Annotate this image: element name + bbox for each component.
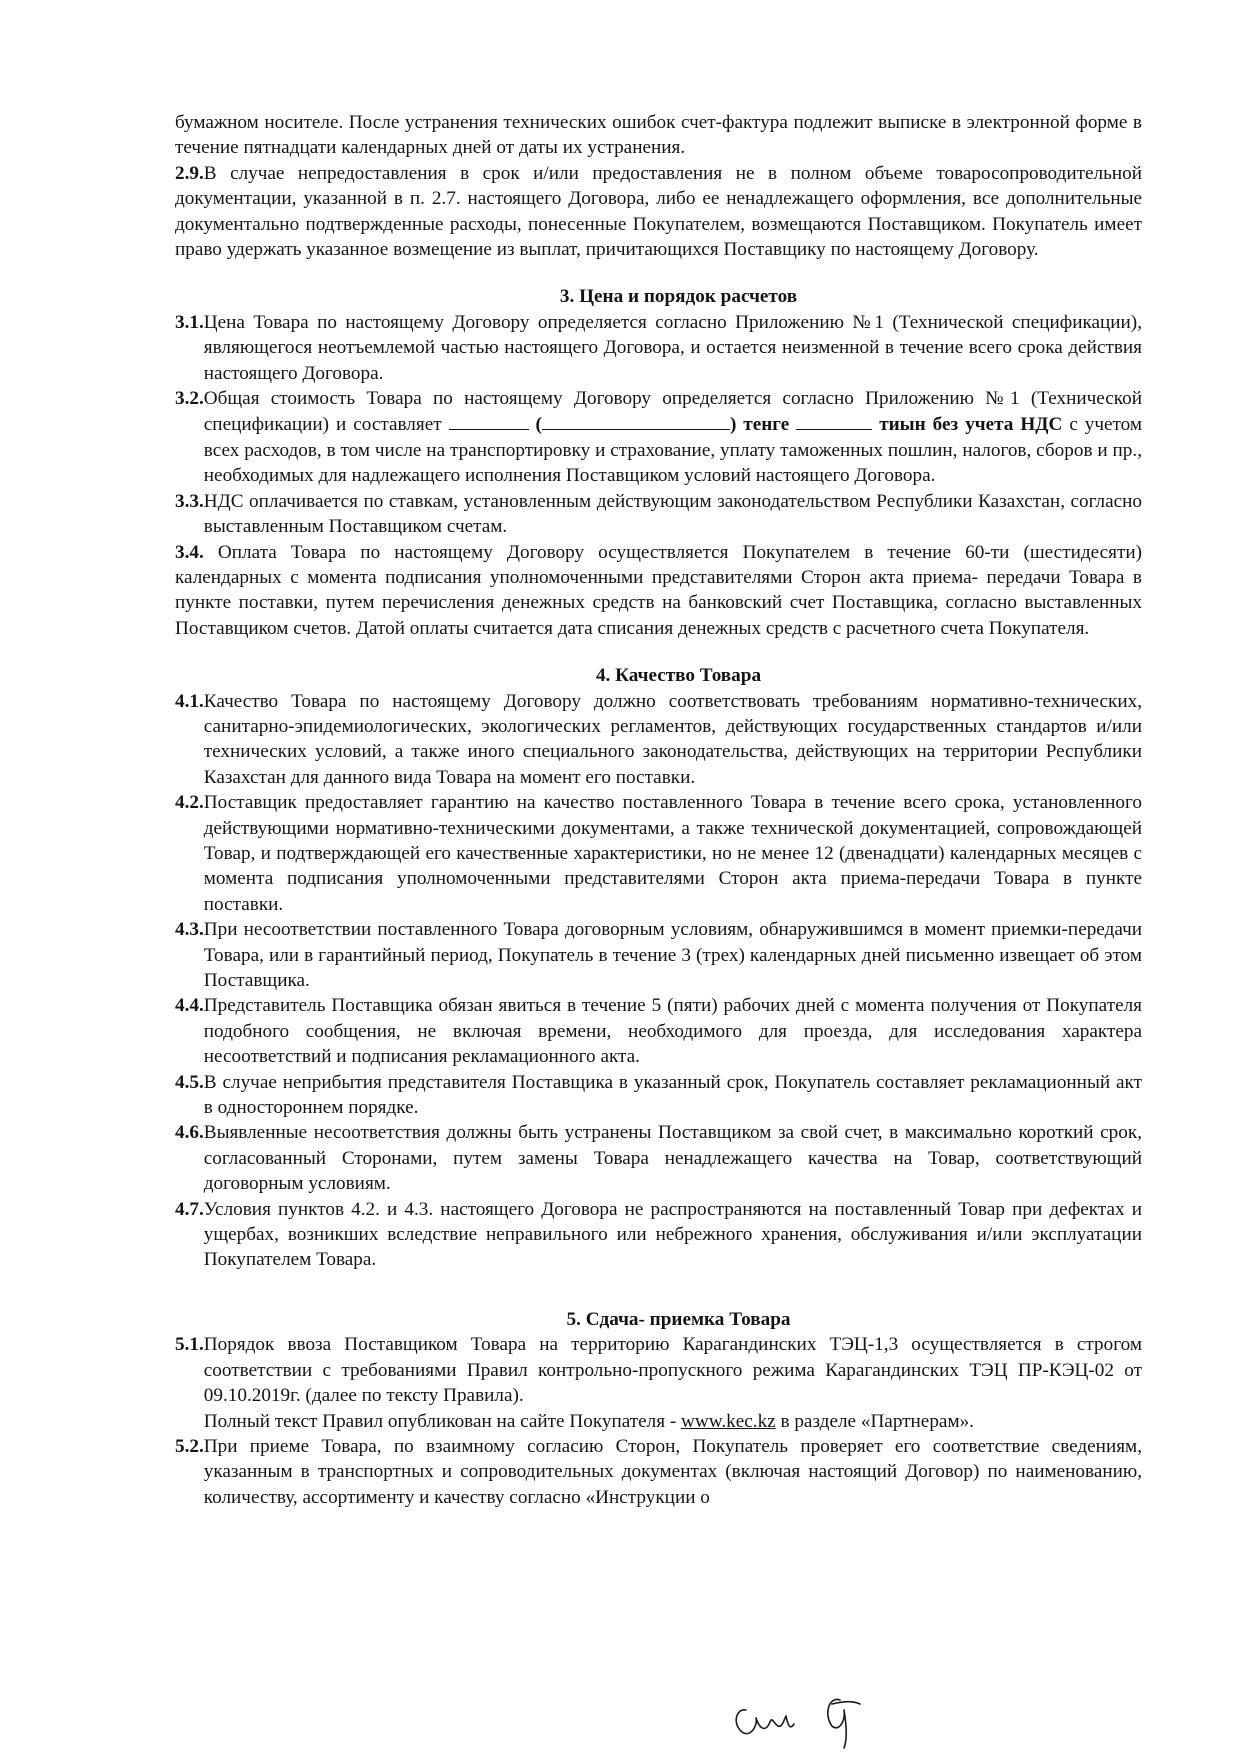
clause-4-4 — [175, 993, 1142, 1069]
section-4-heading: 4. Качество Товара — [595, 665, 762, 687]
rules-website-section: в разделе «Партнерам». — [780, 1410, 974, 1432]
website-link[interactable]: www.kec.kz — [681, 1410, 776, 1432]
clause-text: При приеме Товара, по взаимному согласию Сторон, Покупатель проверяет его соответствие сведениям, указанным в транспортных и сопроводительных документах (включая настоящий Договор) по наименованию, количеству, ассортименту и качеству согласно «Инструкции о — [203, 1435, 1142, 1508]
clause-text: Представитель Поставщика обязан явиться в течение 5 (пяти) рабочих дней с момента получения от Покупателя подобного сообщения, не включая времени, необходимого для проезда, для исследования характера несоответствий и подписания рекламационного акта. — [203, 995, 1142, 1068]
clause-5-2 — [175, 1434, 1142, 1510]
section-4-clauses — [175, 689, 1142, 1273]
clause-text: При несоответствии поставленного Товара договорным условиям, обнаружившимся в момент приемки-передачи Товара, или в гарантийный период, Покупатель в течение 3 (трех) календарных дней письменно извещает об этом Поставщика. — [203, 919, 1142, 991]
clause-number: 2.9. — [175, 162, 204, 184]
clause-4-1 — [175, 689, 1142, 791]
tenge-label: ) тенге — [729, 414, 790, 436]
clause-number: 5.1. — [175, 1334, 204, 1356]
clause-text: Цена Товара по настоящему Договору определяется согласно Приложению №1 (Технической спецификации), являющегося неотъемлемой частью настоящего Договора, и остается неизменной в течение всего срока действия настоящего Договора. — [203, 311, 1142, 384]
clause-5-1 — [175, 1332, 1142, 1434]
amount-words-blank — [542, 411, 730, 430]
clause-4-6 — [175, 1120, 1142, 1196]
clause-text: Оплата Товара по настоящему Договору осуществляется Покупателем в течение 60-ти (шестидесяти) календарных с момента подписания уполномоченными представителями Сторон акта приема- передачи Товара в пункте поставки, путем перечисления денежных средств на банковский счет Поставщика, согласно выставленных Поставщиком счетов. Датой оплаты считается дата списания денежных средств с расчетного счета Покупателя. — [175, 541, 1142, 639]
clause-text: Качество Товара по настоящему Договору должно соответствовать требованиям нормативно-технических, санитарно-эпидемиологических, экологических регламентов, действующих государственных стандартов и/или технических условий, а также иного специального законодательства, действующих на территории Республики Казахстан для данного вида Товара на момент его поставки. — [203, 690, 1142, 788]
clause-text: Выявленные несоответствия должны быть устранены Поставщиком за свой счет, в максимально короткий срок, согласованный Сторонами, путем замены Товара ненадлежащего качества на Товар, соответствующий договорным условиям. — [203, 1122, 1142, 1195]
clause-text: НДС оплачивается по ставкам, установленным действующим законодательством Республики Казахстан, согласно выставленным Поставщиком счетам. — [203, 490, 1142, 538]
section-5-heading: 5. Сдача- приемка Товара — [566, 1308, 791, 1330]
clause-number: 3.3. — [175, 490, 204, 512]
clause-3-1 — [175, 310, 1142, 386]
clause-number: 4.7. — [175, 1198, 204, 1220]
section-3-heading: 3. Цена и порядок расчетов — [559, 286, 798, 308]
clause-number: 4.5. — [175, 1071, 204, 1093]
handwritten-initials-signature — [728, 1682, 888, 1752]
clause-number: 4.4. — [175, 995, 204, 1017]
paragraph-2-9 — [175, 161, 1142, 263]
clause-number: 4.2. — [175, 792, 204, 814]
amount-blank — [449, 411, 529, 430]
clause-number: 4.1. — [175, 690, 204, 712]
rules-website-text: Полный текст Правил опубликован на сайте Покупателя - — [203, 1410, 677, 1432]
clause-number: 3.1. — [175, 311, 204, 333]
clause-4-7 — [175, 1197, 1142, 1273]
clause-text: Поставщик предоставляет гарантию на качество поставленного Товара в течение всего срока, установленного действующими нормативно-техническими документами, а также технической документацией, сопровождающей Товар, и подтверждающей его качественные характеристики, но не менее 12 (двенадцати) календарных месяцев с момента подписания уполномоченными представителями Сторон акта приема-передачи Товара в пункте поставки. — [203, 792, 1142, 915]
clause-text: В случае неприбытия представителя Поставщика в указанный срок, Покупатель составляет рекламационный акт в одностороннем порядке. — [203, 1071, 1142, 1119]
clause-text: Условия пунктов 4.2. и 4.3. настоящего Договора не распространяются на поставленный Товар при дефектах и ущербах, возникших вследствие неправильного или небрежного хранения, обслуживания и/или эксплуатации Покупателем Товара. — [203, 1198, 1142, 1271]
clause-4-3 — [175, 917, 1142, 993]
clause-text: Общая стоимость Товара по настоящему Договору определяется согласно Приложению №1 (Технической спецификации) и составляет — [203, 388, 1142, 436]
clause-text: В случае непредоставления в срок и/или предоставления не в полном объеме товаросопроводительной документации, указанной в п. 2.7. настоящего Договора, либо ее ненадлежащего оформления, все дополнительные документально подтвержденные расходы, понесенные Покупателем, возмещаются Поставщиком. Покупатель имеет право удержать указанное возмещение из выплат, причитающихся Поставщику по настоящему Договору. — [175, 162, 1142, 261]
tiyn-label: тиын без учета НДС — [879, 414, 1063, 436]
paragraph-2-8-continuation: бумажном носителе. После устранения технических ошибок счет-фактура подлежит выписке в электронной форме в течение пятнадцати календарных дней от даты их устранения. — [175, 112, 1142, 159]
paren-open: ( — [535, 414, 542, 436]
clause-number: 4.6. — [175, 1122, 204, 1144]
tiyn-blank — [796, 411, 872, 430]
clause-text-cont: с учетом всех расходов, в том числе на транспортировку и страхование, уплату таможенных пошлин, налогов, сборов и пр., необходимых для надлежащего исполнения Поставщиком условий настоящего Договора. — [203, 414, 1143, 487]
clause-number: 3.2. — [175, 388, 204, 410]
clause-number: 3.4. — [175, 541, 204, 563]
clause-text: Порядок ввоза Поставщиком Товара на территорию Карагандинских ТЭЦ-1,3 осуществляется в строгом соответствии с требованиями Правил контрольно-пропускного режима Карагандинских ТЭЦ ПР-КЭЦ-02 от 09.10.2019г. (далее по тексту Правила). — [203, 1334, 1142, 1407]
clause-3-2 — [175, 386, 1142, 489]
clause-3-4 — [175, 540, 1142, 642]
clause-number: 5.2. — [175, 1435, 204, 1457]
clause-4-5 — [175, 1070, 1142, 1121]
clause-number: 4.3. — [175, 919, 204, 941]
clause-4-2 — [175, 790, 1142, 917]
clause-3-3 — [175, 489, 1142, 540]
